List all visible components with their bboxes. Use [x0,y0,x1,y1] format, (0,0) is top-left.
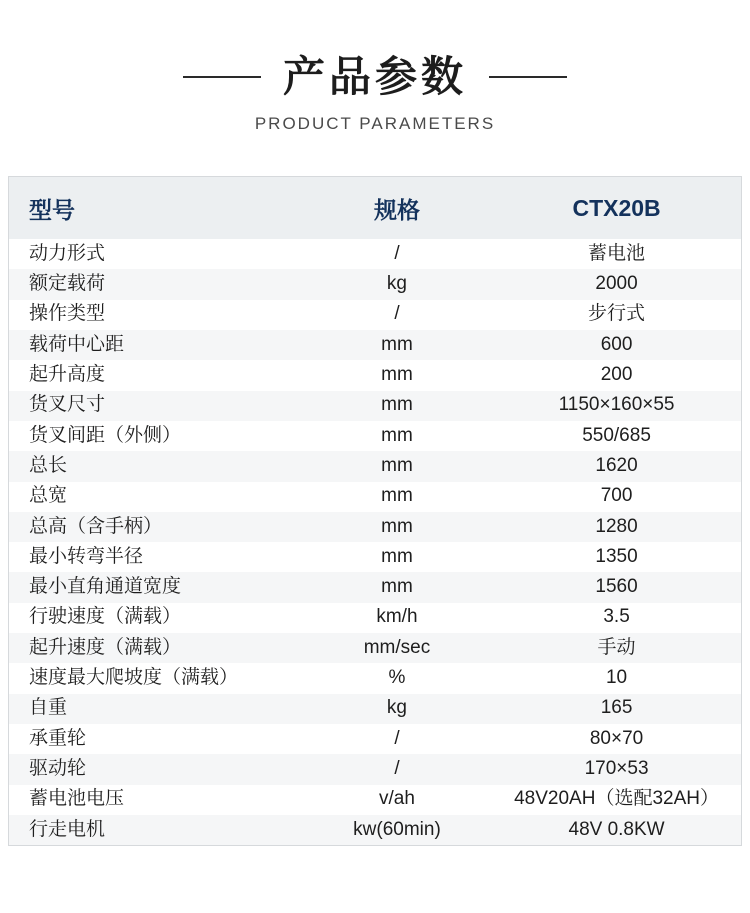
spec-value-cell: 手动 [597,636,636,658]
spec-unit-cell: mm [381,515,413,537]
spec-unit-cell: v/ah [378,788,415,810]
spec-name-cell: 起升速度（满载） [29,636,182,658]
table-row [9,421,741,451]
spec-value-cell: 2000 [595,273,638,295]
spec-value-cell: 48V20AH（选配32AH） [514,788,719,810]
spec-name-cell: 总长 [29,454,68,476]
spec-unit-cell: kg [386,697,407,719]
spec-value-cell: 3.5 [603,606,630,628]
table-row [9,391,741,421]
spec-unit-cell: mm [381,485,413,507]
spec-unit-cell: / [394,727,400,749]
table-row [9,542,741,572]
spec-name-cell: 起升高度 [29,364,106,386]
spec-name-cell: 动力形式 [29,242,106,264]
spec-unit-cell: / [394,242,400,264]
spec-table [9,177,741,845]
spec-unit-cell: kw(60min) [353,818,441,840]
page-title: 产品参数 [282,53,467,100]
spec-name-cell: 自重 [29,697,68,719]
spec-name-cell: 蓄电池电压 [29,788,125,810]
spec-name-cell: 行走电机 [29,818,106,840]
spec-value-cell: 700 [600,485,633,507]
page-header [0,0,750,134]
table-row [9,815,741,845]
spec-name-cell: 货叉间距（外侧） [29,424,182,446]
table-row [9,330,741,360]
spec-table-head [9,177,741,239]
spec-unit-cell: mm [381,576,413,598]
spec-unit-cell: mm [381,364,413,386]
spec-unit-cell: / [394,757,400,779]
table-row [9,724,741,754]
spec-name-cell: 总宽 [29,485,68,507]
spec-name-cell: 承重轮 [29,727,87,749]
spec-unit-cell: mm [381,394,413,416]
spec-unit-cell: / [394,303,400,325]
spec-name-cell: 最小转弯半径 [29,545,144,567]
table-row [9,694,741,724]
spec-value-cell: 步行式 [588,303,646,325]
table-row [9,633,741,663]
title-rule-right [489,76,567,78]
spec-unit-cell: mm [381,424,413,446]
spec-name-cell: 操作类型 [29,303,106,325]
column-header-model: 型号 [29,196,75,223]
spec-name-cell: 货叉尺寸 [29,394,106,416]
spec-name-cell: 行驶速度（满载） [29,606,182,628]
spec-value-cell: 80×70 [589,727,644,749]
spec-value-cell: 1150×160×55 [558,394,675,416]
spec-name-cell: 总高（含手柄） [29,515,163,537]
column-header-unit: 规格 [373,196,420,223]
spec-name-cell: 速度最大爬坡度（满载） [29,667,239,689]
spec-unit-cell: kg [386,273,407,295]
spec-value-cell: 1280 [595,515,638,537]
spec-unit-cell: km/h [376,606,418,628]
table-row [9,512,741,542]
spec-unit-cell: mm/sec [363,636,431,658]
spec-value-cell: 1620 [595,454,638,476]
spec-value-cell: 1350 [595,545,638,567]
spec-unit-cell: mm [381,333,413,355]
table-row [9,360,741,390]
spec-value-cell: 550/685 [582,424,651,446]
spec-table-body [9,239,741,845]
spec-table-container [8,176,742,846]
table-row [9,754,741,784]
spec-name-cell: 驱动轮 [29,757,87,779]
spec-value-cell: 600 [600,333,633,355]
table-row [9,663,741,693]
spec-name-cell: 最小直角通道宽度 [29,576,182,598]
table-row [9,451,741,481]
spec-value-cell: 10 [605,667,628,689]
spec-value-cell: 蓄电池 [588,242,646,264]
title-rule-left [183,76,261,78]
table-row [9,785,741,815]
spec-unit-cell: % [388,667,406,689]
spec-value-cell: 165 [600,697,633,719]
spec-name-cell: 载荷中心距 [29,333,125,355]
spec-name-cell: 额定载荷 [29,273,106,295]
spec-value-cell: 170×53 [584,757,649,779]
table-row [9,269,741,299]
table-row [9,300,741,330]
title-row [0,54,750,100]
table-row [9,572,741,602]
spec-unit-cell: mm [381,545,413,567]
spec-value-cell: 200 [600,364,633,386]
table-row [9,239,741,269]
table-header-row [9,177,741,239]
table-row [9,603,741,633]
spec-unit-cell: mm [381,454,413,476]
spec-value-cell: 48V 0.8KW [568,818,665,840]
column-header-value: CTX20B [572,194,661,221]
page-subtitle: PRODUCT PARAMETERS [254,114,496,134]
spec-value-cell: 1560 [595,576,638,598]
table-row [9,482,741,512]
